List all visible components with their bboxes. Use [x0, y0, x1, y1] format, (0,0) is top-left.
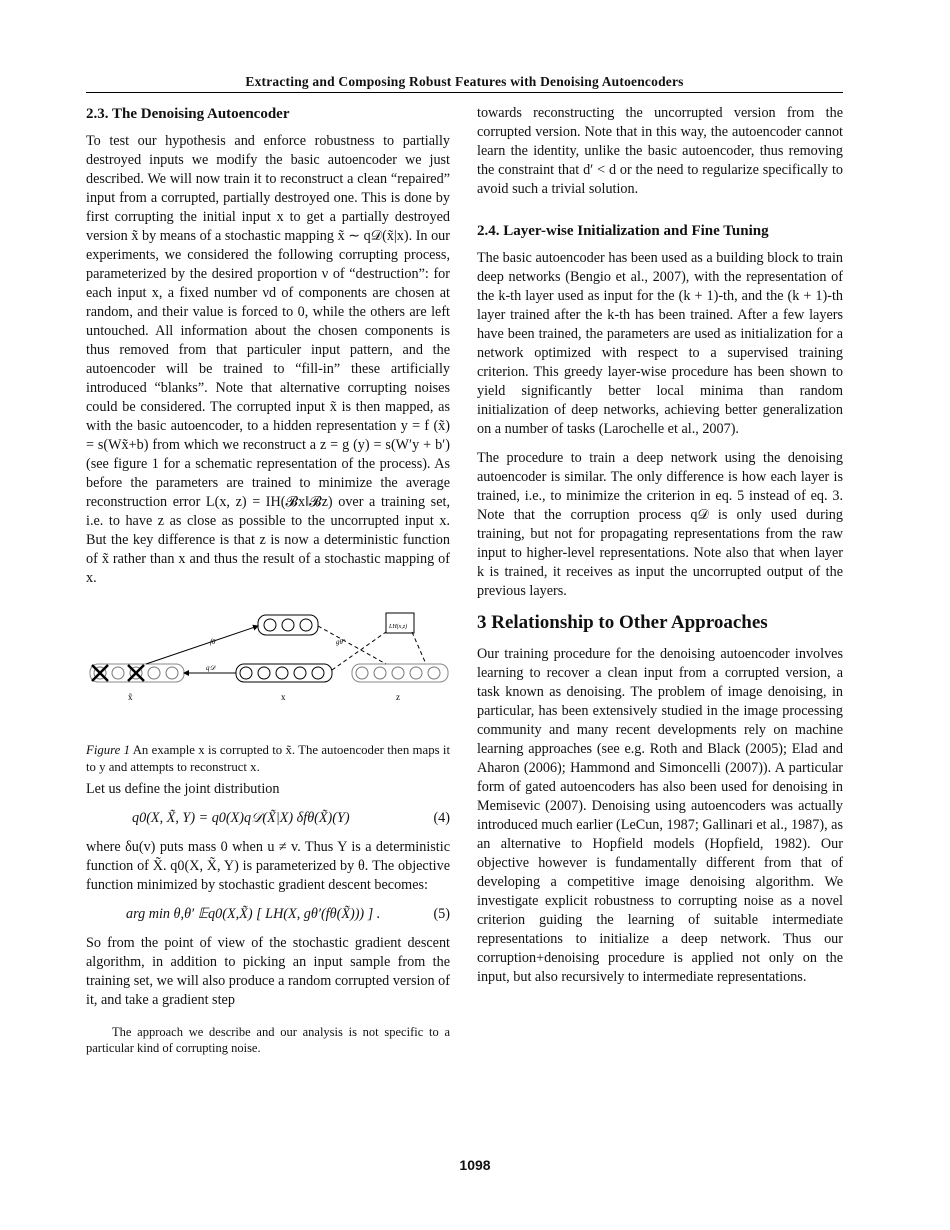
- hidden-unit: [300, 619, 312, 631]
- section-title-2-4: 2.4. Layer-wise Initialization and Fine Tuning: [477, 223, 769, 239]
- encoder-arrow: [146, 626, 258, 664]
- equation-number: (5): [433, 906, 450, 922]
- input-unit: [312, 667, 324, 679]
- output-unit: [410, 667, 422, 679]
- edge-label: gθ′: [336, 638, 345, 646]
- edge-label: LH(x,z): [389, 624, 408, 630]
- equation-body: q0(X, X̃, Y) = q0(X)q𝒟(X̃|X) δfθ(X̃)(Y): [132, 810, 350, 826]
- footnote: The approach we describe and our analysis is not specific to a particular kind of corrupting noise.: [86, 1025, 450, 1055]
- caption-text: An example x is corrupted to x̃. The autoencoder then maps it to y and attempts to reconstruct x.: [86, 743, 450, 774]
- section-title-2-3: 2.3. The Denoising Autoencoder: [86, 106, 290, 122]
- right-column: [477, 104, 843, 997]
- input-unit: [258, 667, 270, 679]
- paragraph: So from the point of view of the stochastic gradient descent algorithm, in addition to picking an input sample from the training set, we will also produce a random corrupted version of it, and take a gradient step: [86, 935, 450, 1008]
- input-unit: [276, 667, 288, 679]
- section-title-3: 3 Relationship to Other Approaches: [477, 612, 768, 633]
- hidden-layer-box: [258, 615, 318, 635]
- paragraph: The procedure to train a deep network using the denoising autoencoder is similar. The only difference is how each layer is trained, i.e., to minimize the criterion in eq. 5 instead of eq. 3. Note that the corruption process q𝒟 is only used during training, but not for propagating representations from the raw input to higher-level representations. Note also that when layer k is trained, it receives as input the uncorrupted output of the previous layers.: [477, 450, 843, 599]
- figure-caption: [86, 742, 450, 776]
- hidden-unit: [264, 619, 276, 631]
- loss-arrow-z: [412, 632, 426, 664]
- input-unit: [240, 667, 252, 679]
- node-label: z: [396, 692, 400, 702]
- edge-label: fθ: [210, 638, 216, 646]
- autoencoder-diagram: [86, 610, 450, 728]
- output-unit: [428, 667, 440, 679]
- page-number: 1098: [459, 1157, 491, 1173]
- paragraph: The basic autoencoder has been used as a building block to train deep networks (Bengio et al., 2007), with the representation of the k-th layer used as input for the (k + 1)-th, and the (k + 1)-th layer trained after the k-th has been trained. After a few layers have been trained, the parameters are used as initialization for a network optimized with respect to a supervised training criterion. This greedy layer-wise procedure has been shown to yield significantly better local minima than random initialization of deep networks, achieving better generalization on a number of tasks (Larochelle et al., 2007).: [477, 250, 843, 437]
- decoder-arrow: [318, 626, 386, 664]
- left-column: [86, 104, 450, 1066]
- equation-number: (4): [433, 810, 450, 826]
- output-unit: [374, 667, 386, 679]
- paragraph: Let us define the joint distribution: [86, 781, 280, 797]
- equation-body: arg min θ,θ′ 𝔼q0(X,X̃) [ LH(X, gθ′(fθ(X̃))) ] .: [126, 906, 381, 922]
- edge-label: q𝒟: [206, 664, 216, 672]
- paragraph: To test our hypothesis and enforce robustness to partially destroyed inputs we modify the basic autoencoder we just described. We will now train it to reconstruct a clean “repaired” input from a corrupted, partially destroyed one. This is done by first corrupting the initial input x to get a partially destroyed version x̃ by means of a stochastic mapping x̃ ∼ q𝒟(x̃|x). In our experiments, we considered the following corrupting process, parameterized by the desired proportion ν of “destruction”: for each input x, a fixed number νd of components are chosen at random, and their value is forced to 0, while the others are left untouched. All information about the chosen components is thus removed from that particuler input pattern, and the autoencoder will be trained to “fill-in” these artificially introduced “blanks”. Note that alternative corrupting noises could be considered. The corrupted input x̃ is then mapped, as with the basic autoencoder, to a hidden representation y = f (x̃) = s(Wx̃+b) from which we reconstruct a z = g (y) = s(W′y + b′) (see figure 1 for a schematic representation of the process). As before the parameters are trained to minimize the average reconstruction error L(x, z) = IH(𝓑x‖𝓑z) over a training set, i.e. to have z as close as possible to the uncorrupted input x. But the key difference is that z is now a deterministic function of x̃ rather than x and thus the result of a stochastic mapping of x.: [86, 133, 450, 586]
- node-label: x̃: [128, 692, 133, 702]
- equation-5: [86, 905, 450, 924]
- header-rule: [86, 92, 843, 93]
- input-unit: [112, 667, 124, 679]
- equation-4: [86, 809, 450, 828]
- input-unit: [148, 667, 160, 679]
- figure-1: [86, 610, 450, 728]
- paragraph: towards reconstructing the uncorrupted version from the corrupted version. Note that in this way, the autoencoder cannot learn the identity, unlike the basic autoencoder, thus removing the constraint that d′ < d or the need to regularize specifically to avoid such a trivial solution.: [477, 105, 843, 197]
- running-header: Extracting and Composing Robust Features with Denoising Autoencoders: [245, 74, 684, 89]
- input-unit: [166, 667, 178, 679]
- paragraph: where δu(v) puts mass 0 when u ≠ v. Thus Y is a deterministic function of X̃. q0(X, X̃, Y) is parameterized by θ. The objective function minimized by stochastic gradient descent becomes:: [86, 839, 450, 893]
- node-label: x: [281, 692, 286, 702]
- output-unit: [392, 667, 404, 679]
- hidden-unit: [282, 619, 294, 631]
- caption-label: Figure 1: [86, 743, 131, 757]
- loss-box: [386, 613, 414, 633]
- input-unit: [294, 667, 306, 679]
- output-unit: [356, 667, 368, 679]
- paragraph: Our training procedure for the denoising autoencoder involves learning to recover a clean input from a corrupted version, a task known as denoising. The problem of image denoising, in particular, has been extensively studied in the image processing community and many recent developments rely on machine learning approaches (see e.g. Roth and Black (2005); Elad and Aharon (2006); Hammond and Simoncelli (2007)). A particular form of gated autoencoders has also been used for denoising in Memisevic (2007). Denoising using autoencoders was actually introduced much earlier (LeCun, 1987; Gallinari et al., 1987), as an alternative to Hopfield models (Hopfield, 1982). Our objective however is fundamentally different from that of developing a competitive image denoising algorithm. We investigate explicit robustness to corrupting noise as a novel criterion guiding the learning of suitable intermediate representations to initialize a deep network. Thus our corruption+denoising procedure is applied not only on the input, but also recursively to intermediate representations.: [477, 646, 844, 985]
